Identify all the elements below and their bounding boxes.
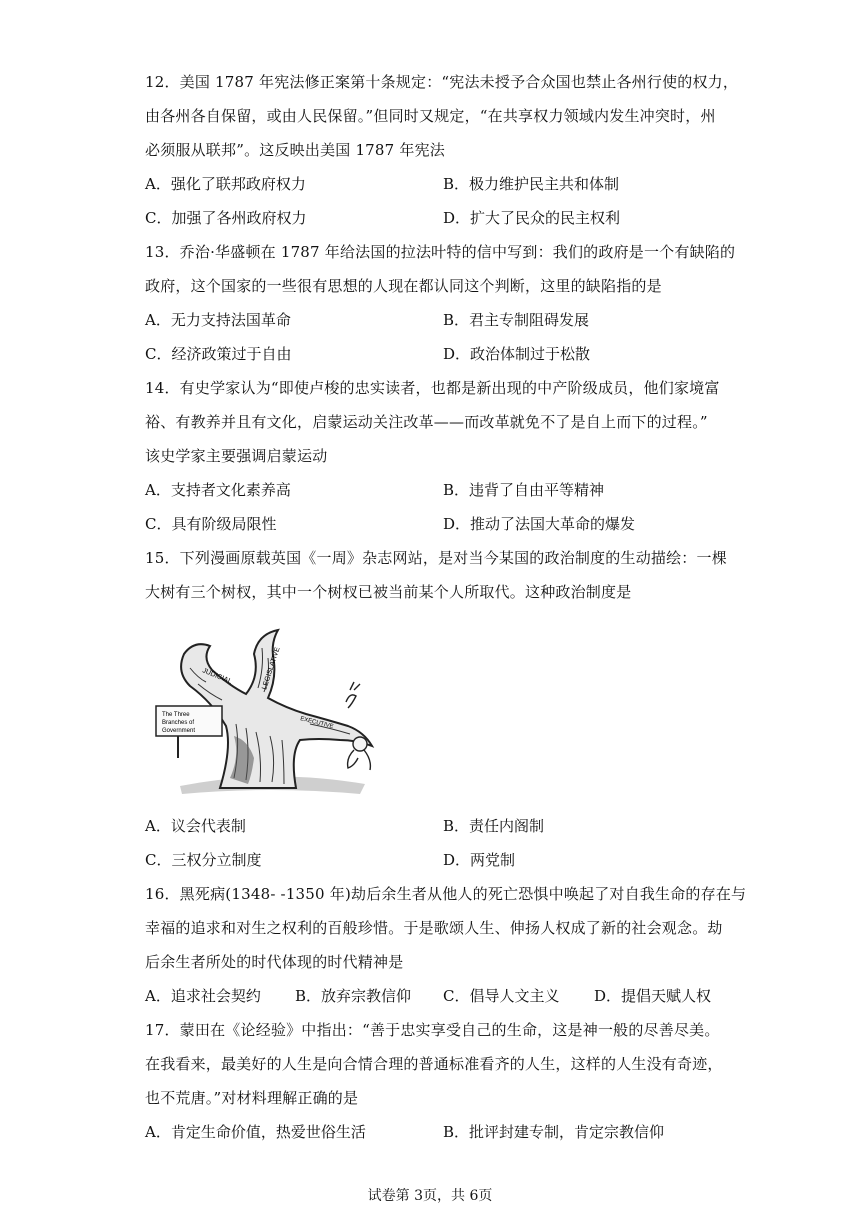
q13-stem-line-2: 政府，这个国家的一些很有思想的人现在都认同这个判断，这里的缺陷指的是 xyxy=(145,277,662,295)
q17-stem-line-2: 在我看来，最美好的人生是向合情合理的普通标准看齐的人生，这样的人生没有奇迹， xyxy=(145,1055,723,1073)
q14-stem-line-1: 14．有史学家认为“即使卢梭的忠实读者，也都是新出现的中产阶级成员，他们家境富 xyxy=(145,379,720,397)
sign-line-3: Government xyxy=(162,728,196,734)
q15-option-b: B．责任内阁制 xyxy=(443,817,545,835)
branch-label-legislative: LEGISLATIVE xyxy=(261,646,282,691)
q15-option-a: A．议会代表制 xyxy=(145,817,246,835)
government-sign xyxy=(156,706,222,758)
q14-option-a: A．支持者文化素养高 xyxy=(145,481,291,499)
sign-line-2: Branches of xyxy=(162,720,195,726)
q16-option-b: B．放弃宗教信仰 xyxy=(295,987,412,1005)
q13-stem-line-1: 13．乔治·华盛顿在 1787 年给法国的拉法叶特的信中写到：我们的政府是一个有缺陷的 xyxy=(145,243,736,261)
q16-stem-line-1: 16．黑死病(1348- -1350 年)劫后余生者从他人的死亡恐惧中唤起了对自我生命的存在与 xyxy=(145,885,747,903)
sign-line-1: The Three xyxy=(162,712,190,718)
tree-cartoon-image xyxy=(150,628,390,798)
q13-option-a: A．无力支持法国革命 xyxy=(145,311,291,329)
q17-option-b: B．批评封建专制，肯定宗教信仰 xyxy=(443,1123,665,1141)
q16-option-a: A．追求社会契约 xyxy=(145,987,261,1005)
q15-stem-line-1: 15．下列漫画原载英国《一周》杂志网站，是对当今某国的政治制度的生动描绘：一棵 xyxy=(145,549,727,567)
q13-option-d: D．政治体制过于松散 xyxy=(443,345,591,363)
q14-stem-line-2: 裕、有教养并且有文化，启蒙运动关注改革——而改革就免不了是自上而下的过程。” xyxy=(145,413,708,431)
q16-stem-line-2: 幸福的追求和对生之权利的百般珍惜。于是歌颂人生、伸扬人权成了新的社会观念。劫 xyxy=(145,919,723,937)
q12-option-c: C．加强了各州政府权力 xyxy=(145,209,307,227)
q15-option-c: C．三权分立制度 xyxy=(145,851,262,869)
q14-option-d: D．推动了法国大革命的爆发 xyxy=(443,515,636,533)
q13-option-b: B．君主专制阻碍发展 xyxy=(443,311,590,329)
q14-option-c: C．具有阶级局限性 xyxy=(145,515,277,533)
q12-option-d: D．扩大了民众的民主权利 xyxy=(443,209,621,227)
q14-stem-line-3: 该史学家主要强调启蒙运动 xyxy=(145,447,328,465)
q17-option-a: A．肯定生命价值，热爱世俗生活 xyxy=(145,1123,366,1141)
q13-option-c: C．经济政策过于自由 xyxy=(145,345,292,363)
q16-option-d: D．提倡天赋人权 xyxy=(594,987,712,1005)
q17-stem-line-3: 也不荒唐。”对材料理解正确的是 xyxy=(145,1089,359,1107)
q17-stem-line-1: 17．蒙田在《论经验》中指出：“善于忠实享受自己的生命，这是神一般的尽善尽美。 xyxy=(145,1021,720,1039)
q12-stem-line-2: 由各州各自保留，或由人民保留。”但同时又规定，“在共享权力领域内发生冲突时，州 xyxy=(145,107,716,125)
q15-option-d: D．两党制 xyxy=(443,851,516,869)
q12-option-b: B．极力维护民主共和体制 xyxy=(443,175,620,193)
branch-label-judicial: JUDICIAL xyxy=(201,667,233,686)
q16-option-c: C．倡导人文主义 xyxy=(443,987,560,1005)
q12-stem-line-1: 12．美国 1787 年宪法修正案第十条规定：“宪法未授予合众国也禁止各州行使的权力， xyxy=(145,73,739,91)
q12-option-a: A．强化了联邦政府权力 xyxy=(145,175,306,193)
q15-stem-line-2: 大树有三个树杈，其中一个树杈已被当前某个人所取代。这种政治制度是 xyxy=(145,583,632,601)
q12-stem-line-3: 必须服从联邦”。这反映出美国 1787 年宪法 xyxy=(145,141,445,159)
q16-stem-line-3: 后余生者所处的时代体现的时代精神是 xyxy=(145,953,404,971)
q14-option-b: B．违背了自由平等精神 xyxy=(443,481,605,499)
branch-label-executive: EXECUTIVE xyxy=(299,716,334,731)
page-footer: 试卷第 3页，共 6页 xyxy=(367,1188,493,1204)
